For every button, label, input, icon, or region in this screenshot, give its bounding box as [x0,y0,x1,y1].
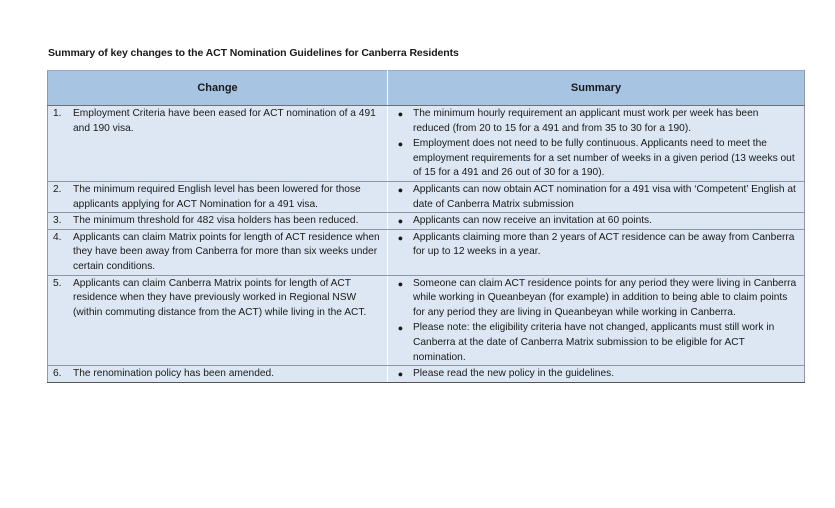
summary-list [388,230,804,260]
change-cell [48,213,388,230]
summary-list [388,276,804,366]
table-row [48,275,805,366]
change-text: Applicants can claim Matrix points for length of ACT residence when they have been away from Canberra for more than six weeks under certain conditions. [73,231,380,272]
table-row [48,229,805,275]
row-number: 1. [53,108,62,119]
bullet-icon: ● [397,232,404,243]
list-item [388,106,798,136]
summary-list [388,366,804,382]
change-text: The renomination policy has been amended. [73,368,275,380]
summary-list [388,106,804,181]
bullet-icon: ● [397,278,404,289]
bullet-icon: ● [397,323,404,334]
summary-text: Someone can claim ACT residence points for any period they were living in Canberra while working in Queanbeyan (for example) in addition to being able to claim points for any period they are living in Queanbeyan while working in Canberra. [413,277,797,318]
row-number: 3. [53,215,62,227]
change-cell [48,106,388,182]
bullet-icon: ● [397,109,404,119]
summary-text: The minimum hourly requirement an applicant must work per week has been reduced (from 20 to 15 for a 491 and from 35 to 30 for a 190). [413,108,759,134]
summary-text: Please read the new policy in the guidelines. [413,368,615,380]
table-row [48,181,805,212]
list-item [388,136,798,181]
table-row [48,106,805,182]
summary-list [388,182,804,212]
bullet-icon: ● [397,216,404,227]
list-item [388,213,798,229]
list-item [388,230,798,260]
change-text: The minimum required English level has been lowered for those applicants applying for ACT Nomination for a 491 visa. [73,183,361,210]
change-text: The minimum threshold for 482 visa holders has been reduced. [73,215,359,227]
row-number: 2. [53,183,62,195]
header-row [48,71,805,106]
list-item [388,182,798,212]
summary-text: Employment does not need to be fully continuous. Applicants need to meet the employment requirements for a set number of weeks in a given period (13 weeks out of 15 for a 491 and 26 out of 30 for a 190). [413,138,795,179]
list-item [388,276,798,321]
summary-list [388,213,804,229]
row-number: 5. [53,277,62,289]
bullet-icon: ● [397,139,404,150]
change-cell [48,275,388,366]
header-summary: Summary [388,71,805,106]
table-row [48,213,805,230]
change-cell [48,229,388,275]
list-item [388,320,798,365]
table-row [48,366,805,383]
summary-cell [388,181,805,212]
changes-table [47,70,805,383]
summary-cell [388,213,805,230]
summary-cell [388,366,805,383]
change-cell [48,181,388,212]
change-text: Applicants can claim Canberra Matrix points for length of ACT residence when they have previously worked in Regional NSW (within commuting distance from the ACT) while living in the ACT. [73,277,367,318]
summary-cell [388,275,805,366]
document-title: Summary of key changes to the ACT Nomination Guidelines for Canberra Residents [48,47,459,59]
summary-text: Applicants claiming more than 2 years of ACT residence can be away from Canberra for up to 12 weeks in a year. [413,231,795,258]
summary-cell [388,106,805,182]
summary-text: Please note: the eligibility criteria have not changed, applicants must still work in Canberra at the date of Canberra Matrix submission to be eligible for ACT nomination. [413,322,775,363]
change-cell [48,366,388,383]
change-text: Employment Criteria have been eased for ACT nomination of a 491 and 190 visa. [73,108,376,134]
summary-text: Applicants can now receive an invitation at 60 points. [413,215,652,227]
summary-cell [388,229,805,275]
header-change: Change [48,71,388,106]
bullet-icon: ● [397,184,404,195]
row-number: 4. [53,231,62,243]
summary-text: Applicants can now obtain ACT nomination for a 491 visa with ‘Competent’ English at date of Canberra Matrix submission [413,183,796,210]
row-number: 6. [53,368,62,380]
bullet-icon: ● [397,369,404,380]
list-item [388,366,798,382]
